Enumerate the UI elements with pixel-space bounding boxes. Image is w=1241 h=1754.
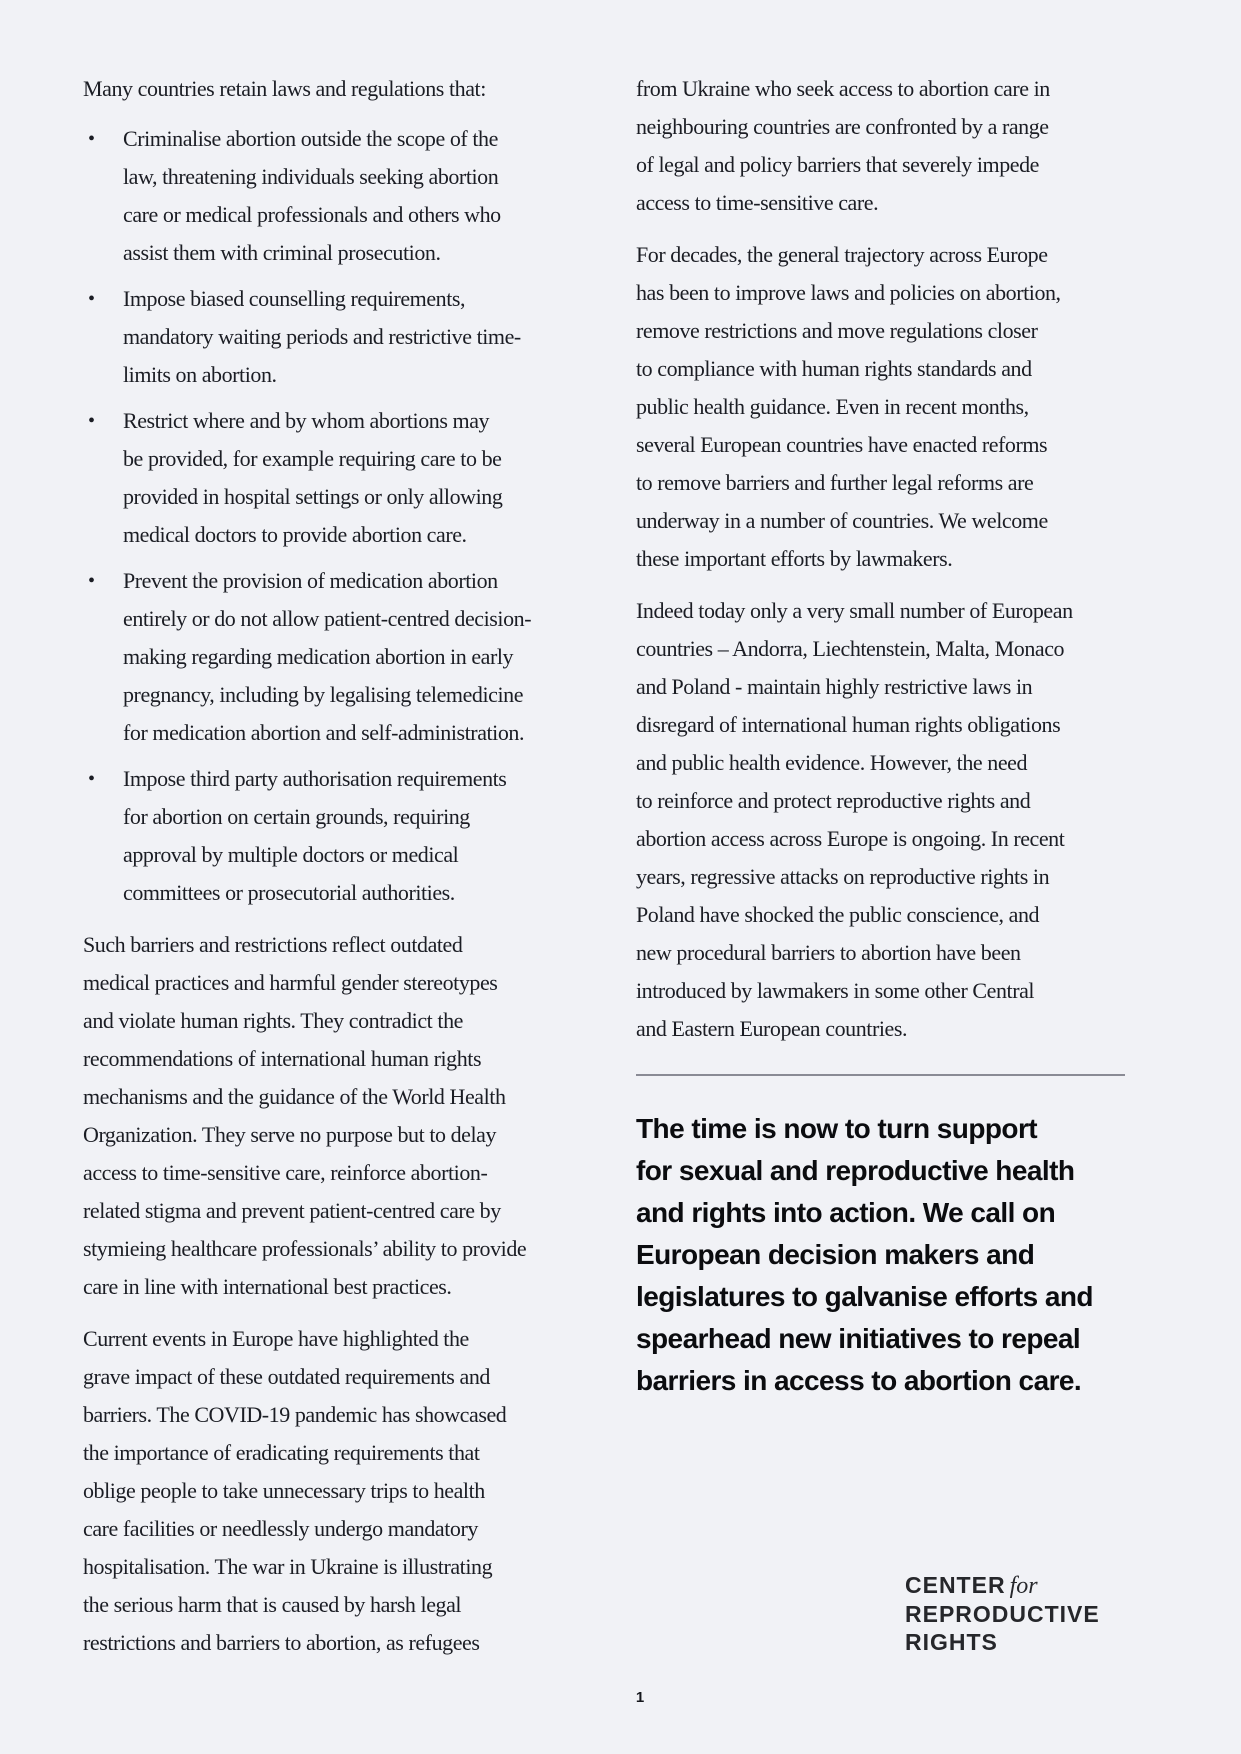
intro-paragraph: Many countries retain laws and regulations that: bbox=[83, 76, 486, 101]
text-line: access to time-sensitive care. bbox=[636, 190, 879, 215]
text-line: for abortion on certain grounds, requiring bbox=[123, 804, 470, 829]
bullet-marker: • bbox=[88, 570, 96, 592]
text-line: neighbouring countries are confronted by a range bbox=[636, 114, 1049, 139]
text-line: for medication abortion and self-administration. bbox=[123, 720, 525, 745]
callout-text bbox=[636, 1108, 1125, 1402]
bullet-text bbox=[123, 402, 583, 554]
text-line: remove restrictions and move regulations closer bbox=[636, 318, 1038, 343]
bullet-marker: • bbox=[88, 288, 96, 310]
text-line: the importance of eradicating requirements that bbox=[83, 1440, 480, 1465]
body-paragraph bbox=[83, 926, 583, 1306]
bullet-marker: • bbox=[88, 410, 96, 432]
text-line: mandatory waiting periods and restrictive time- bbox=[123, 324, 521, 349]
text-line: restrictions and barriers to abortion, as refugees bbox=[83, 1630, 480, 1655]
text-line: and Poland - maintain highly restrictive laws in bbox=[636, 674, 1033, 699]
text-line: to compliance with human rights standards and bbox=[636, 356, 1032, 381]
center-for-reproductive-rights-logo bbox=[905, 1571, 1100, 1656]
bullet-text bbox=[123, 120, 583, 272]
bullet-item bbox=[83, 402, 583, 554]
text-line: has been to improve laws and policies on abortion, bbox=[636, 280, 1061, 305]
text-line: stymieing healthcare professionals’ ability to provide bbox=[83, 1236, 527, 1261]
text-line: entirely or do not allow patient-centred decision- bbox=[123, 606, 532, 631]
text-line: introduced by lawmakers in some other Central bbox=[636, 978, 1035, 1003]
text-line: oblige people to take unnecessary trips to health bbox=[83, 1478, 485, 1503]
text-line: countries – Andorra, Liechtenstein, Malta, Monaco bbox=[636, 636, 1065, 661]
bullet-text bbox=[123, 280, 583, 394]
text-line: grave impact of these outdated requirements and bbox=[83, 1364, 490, 1389]
bullet-marker: • bbox=[88, 128, 96, 150]
divider-rule bbox=[636, 1074, 1125, 1076]
text-line: approval by multiple doctors or medical bbox=[123, 842, 459, 867]
text-line: Impose third party authorisation requirements bbox=[123, 766, 507, 791]
text-line: and violate human rights. They contradict the bbox=[83, 1008, 463, 1033]
bullet-item bbox=[83, 562, 583, 752]
text-line: new procedural barriers to abortion have been bbox=[636, 940, 1021, 965]
logo-word-center: CENTER bbox=[905, 1572, 1006, 1598]
text-line: legislatures to galvanise efforts and bbox=[636, 1281, 1093, 1312]
text-line: For decades, the general trajectory across Europe bbox=[636, 242, 1048, 267]
text-line: related stigma and prevent patient-centred care by bbox=[83, 1198, 501, 1223]
text-line: to remove barriers and further legal reforms are bbox=[636, 470, 1034, 495]
text-line: care facilities or needlessly undergo mandatory bbox=[83, 1516, 478, 1541]
text-line: of legal and policy barriers that severely impede bbox=[636, 152, 1039, 177]
text-line: The time is now to turn support bbox=[636, 1113, 1038, 1144]
text-line: Impose biased counselling requirements, bbox=[123, 286, 466, 311]
text-line: Organization. They serve no purpose but to delay bbox=[83, 1122, 497, 1147]
text-line: Restrict where and by whom abortions may bbox=[123, 408, 490, 433]
text-line: access to time-sensitive care, reinforce abortion- bbox=[83, 1160, 488, 1185]
text-line: Such barriers and restrictions reflect outdated bbox=[83, 932, 463, 957]
text-line: recommendations of international human rights bbox=[83, 1046, 482, 1071]
bullet-text bbox=[123, 562, 583, 752]
body-paragraph bbox=[636, 592, 1136, 1048]
text-line: care or medical professionals and others who bbox=[123, 202, 501, 227]
text-line: and public health evidence. However, the need bbox=[636, 750, 1028, 775]
logo-line-3: RIGHTS bbox=[905, 1629, 998, 1655]
text-line: pregnancy, including by legalising telemedicine bbox=[123, 682, 524, 707]
logo-line-1 bbox=[905, 1571, 1100, 1600]
text-line: barriers in access to abortion care. bbox=[636, 1365, 1082, 1396]
text-line: public health guidance. Even in recent months, bbox=[636, 394, 1029, 419]
text-line: mechanisms and the guidance of the World Health bbox=[83, 1084, 506, 1109]
text-line: law, threatening individuals seeking abortion bbox=[123, 164, 499, 189]
text-line: be provided, for example requiring care to be bbox=[123, 446, 502, 471]
bullet-item bbox=[83, 280, 583, 394]
text-line: medical practices and harmful gender stereotypes bbox=[83, 970, 498, 995]
text-line: Indeed today only a very small number of European bbox=[636, 598, 1073, 623]
text-line: care in line with international best practices. bbox=[83, 1274, 452, 1299]
text-line: making regarding medication abortion in early bbox=[123, 644, 514, 669]
page-number: 1 bbox=[635, 1689, 645, 1706]
text-line: and rights into action. We call on bbox=[636, 1197, 1056, 1228]
text-line: for sexual and reproductive health bbox=[636, 1155, 1075, 1186]
text-line: years, regressive attacks on reproductive rights in bbox=[636, 864, 1050, 889]
callout-section bbox=[636, 1074, 1125, 1402]
text-line: underway in a number of countries. We welcome bbox=[636, 508, 1048, 533]
text-line: to reinforce and protect reproductive rights and bbox=[636, 788, 1031, 813]
text-line: European decision makers and bbox=[636, 1239, 1035, 1270]
text-line: Poland have shocked the public conscience, and bbox=[636, 902, 1040, 927]
body-paragraph bbox=[83, 1320, 583, 1662]
bullet-item bbox=[83, 760, 583, 912]
left-column bbox=[83, 70, 583, 1662]
right-column bbox=[636, 70, 1136, 1402]
text-line: barriers. The COVID-19 pandemic has showcased bbox=[83, 1402, 507, 1427]
bullet-item bbox=[83, 120, 583, 272]
text-line: assist them with criminal prosecution. bbox=[123, 240, 441, 265]
text-line: abortion access across Europe is ongoing. In recent bbox=[636, 826, 1065, 851]
text-line: medical doctors to provide abortion care. bbox=[123, 522, 467, 547]
body-paragraph bbox=[636, 70, 1136, 222]
text-line: hospitalisation. The war in Ukraine is illustrating bbox=[83, 1554, 493, 1579]
text-line: spearhead new initiatives to repeal bbox=[636, 1323, 1081, 1354]
text-line: Criminalise abortion outside the scope of the bbox=[123, 126, 498, 151]
text-line: disregard of international human rights obligations bbox=[636, 712, 1061, 737]
text-line: committees or prosecutorial authorities. bbox=[123, 880, 455, 905]
bullet-marker: • bbox=[88, 768, 96, 790]
bullet-text bbox=[123, 760, 583, 912]
logo-word-for: for bbox=[1009, 1573, 1038, 1599]
text-line: the serious harm that is caused by harsh legal bbox=[83, 1592, 462, 1617]
text-line: from Ukraine who seek access to abortion care in bbox=[636, 76, 1050, 101]
text-line: Current events in Europe have highlighted the bbox=[83, 1326, 469, 1351]
text-line: limits on abortion. bbox=[123, 362, 277, 387]
text-line: provided in hospital settings or only allowing bbox=[123, 484, 503, 509]
logo-line-2: REPRODUCTIVE bbox=[905, 1601, 1100, 1627]
text-line: Prevent the provision of medication abortion bbox=[123, 568, 498, 593]
body-paragraph bbox=[636, 236, 1136, 578]
text-line: and Eastern European countries. bbox=[636, 1016, 908, 1041]
text-line: these important efforts by lawmakers. bbox=[636, 546, 953, 571]
text-line: several European countries have enacted reforms bbox=[636, 432, 1048, 457]
